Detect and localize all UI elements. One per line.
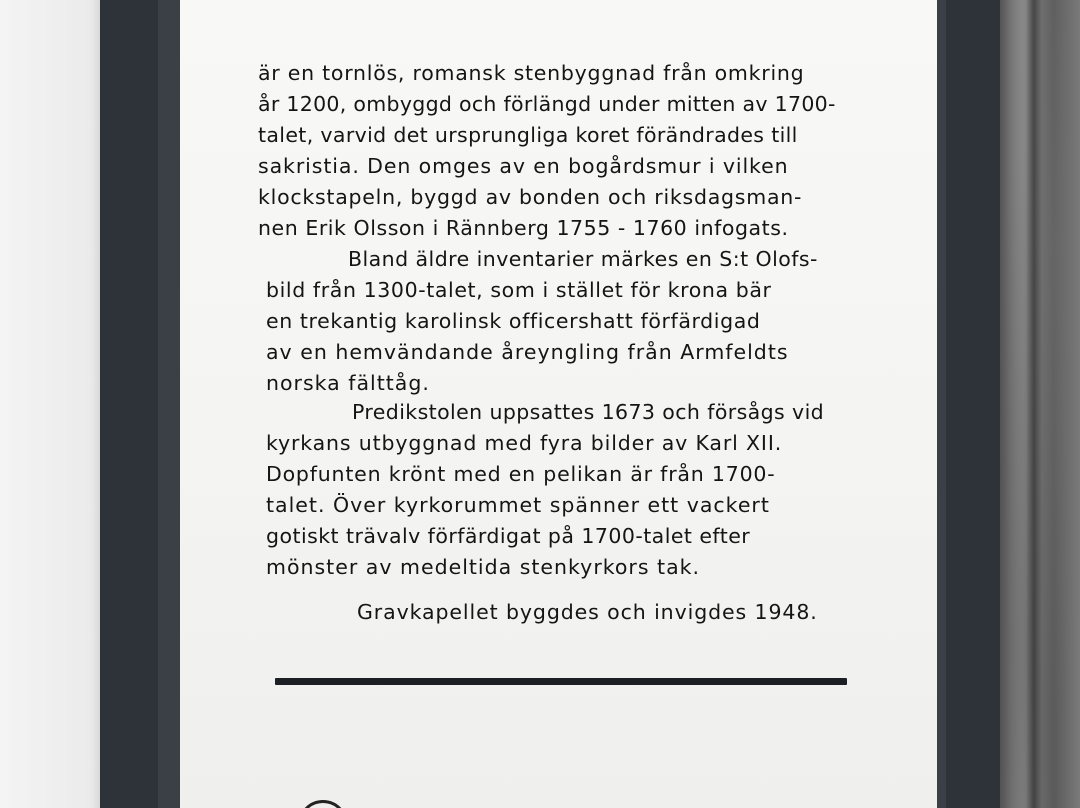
text-line: Bland äldre inventarier märkes en S:t Olofs- bbox=[348, 247, 818, 271]
text-line: klockstapeln, byggd av bonden och riksdagsman- bbox=[258, 185, 803, 209]
paragraph-inventory bbox=[266, 244, 818, 399]
text-line: talet, varvid det ursprungliga koret förändrades till bbox=[258, 123, 798, 147]
text-line: mönster av medeltida stenkyrkors tak. bbox=[266, 555, 701, 579]
text-line: år 1200, ombyggd och förlängd under mitten av 1700- bbox=[258, 92, 836, 116]
paragraph-pulpit bbox=[266, 397, 824, 583]
text-line: norska fälttåg. bbox=[266, 371, 430, 395]
text-line: av en hemvändande åreyngling från Armfeldts bbox=[266, 340, 789, 364]
text-line: Predikstolen uppsattes 1673 och försågs vid bbox=[352, 400, 825, 424]
text-line: kyrkans utbyggnad med fyra bilder av Karl XII. bbox=[266, 431, 783, 455]
wall-shadow-right bbox=[1026, 0, 1042, 808]
text-line: sakristia. Den omges av en bogårdsmur i vilken bbox=[258, 154, 789, 178]
text-line: nen Erik Olsson i Rännberg 1755 - 1760 infogats. bbox=[258, 216, 789, 240]
text-line: en trekantig karolinsk officershatt förfärdigad bbox=[266, 309, 761, 333]
text-line: talet. Över kyrkorummet spänner ett vackert bbox=[266, 493, 770, 517]
text-line: bild från 1300-talet, som i stället för krona bär bbox=[266, 278, 772, 302]
paragraph-chapel bbox=[357, 597, 818, 628]
text-line: gotiskt trävalv förfärdigat på 1700-talet efter bbox=[266, 524, 751, 548]
text-line: Gravkapellet byggdes och invigdes 1948. bbox=[357, 600, 818, 624]
text-line: Dopfunten krönt med en pelikan är från 1700- bbox=[266, 462, 776, 486]
divider-rule bbox=[275, 678, 847, 685]
text-line: är en tornlös, romansk stenbyggnad från omkring bbox=[258, 61, 805, 85]
paragraph-history bbox=[258, 58, 836, 244]
